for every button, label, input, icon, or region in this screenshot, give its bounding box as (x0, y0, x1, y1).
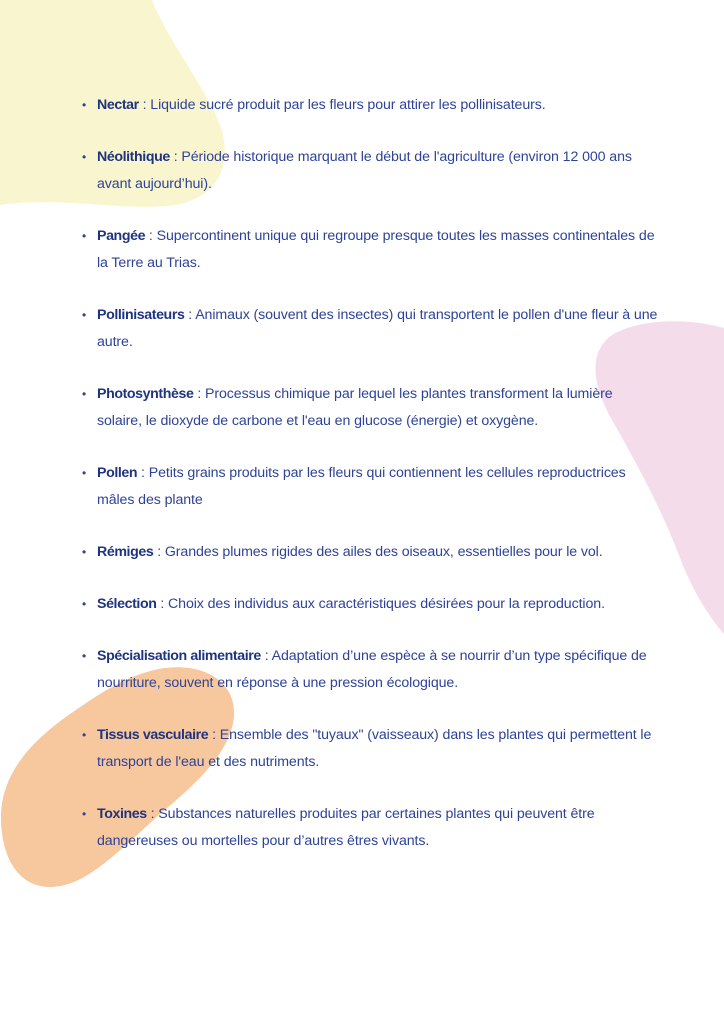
glossary-term: Toxines (97, 806, 147, 822)
bullet-icon: • (82, 150, 87, 164)
glossary-entry-11 (80, 801, 660, 855)
glossary-definition: Liquide sucré produit par les fleurs pour attirer les pollinisateurs. (150, 97, 546, 113)
bullet-icon: • (82, 649, 87, 663)
bullet-icon: • (82, 807, 87, 821)
term-separator: : (142, 97, 151, 113)
glossary-definition: Substances naturelles produites par certaines plantes qui peuvent être dangereuses ou mortelles pour d’autres êtres vivants. (97, 806, 595, 849)
glossary-term: Pollen (97, 465, 138, 481)
glossary-term: Tissus vasculaire (97, 727, 209, 743)
bullet-icon: • (82, 387, 87, 401)
glossary-entry-7 (80, 539, 660, 566)
bullet-icon: • (82, 98, 87, 112)
term-separator: : (173, 149, 182, 165)
term-separator: : (141, 465, 149, 481)
glossary-entry-10 (80, 722, 660, 776)
bullet-icon: • (82, 545, 87, 559)
bullet-icon: • (82, 466, 87, 480)
term-separator: : (197, 386, 206, 402)
glossary-definition: Ensemble des "tuyaux" (vaisseaux) dans les plantes qui permettent le transport de l'eau et des nutriments. (97, 727, 652, 770)
glossary-entry-5 (80, 381, 660, 435)
bullet-icon: • (82, 308, 87, 322)
glossary-entry-1 (80, 92, 660, 119)
term-separator: : (150, 806, 159, 822)
glossary-definition: Animaux (souvent des insectes) qui transportent le pollen d'une fleur à une autre. (97, 307, 658, 350)
bullet-icon: • (82, 597, 87, 611)
glossary-term: Spécialisation alimentaire (97, 648, 261, 664)
glossary-definition: Choix des individus aux caractéristiques désirées pour la reproduction. (168, 596, 605, 612)
glossary-entry-4 (80, 302, 660, 356)
term-separator: : (148, 228, 157, 244)
term-separator: : (212, 727, 220, 743)
glossary-definition: Grandes plumes rigides des ailes des oiseaux, essentielles pour le vol. (164, 544, 603, 560)
glossary-definition: Processus chimique par lequel les plantes transforment la lumière solaire, le dioxyde de carbone et l'eau en glucose (énergie) et oxygène. (97, 386, 613, 429)
bullet-icon: • (82, 229, 87, 243)
bullet-icon: • (82, 728, 87, 742)
glossary-term: Néolithique (97, 149, 170, 165)
glossary-list (80, 92, 660, 855)
glossary-entry-6 (80, 460, 660, 514)
glossary-term: Rémiges (97, 544, 154, 560)
term-separator: : (160, 596, 169, 612)
glossary-definition: Adaptation d’une espèce à se nourrir d’un type spécifique de nourriture, souvent en réponse à une pression écologique. (97, 648, 647, 691)
term-separator: : (188, 307, 196, 323)
glossary-entry-9 (80, 643, 660, 697)
glossary-definition: Supercontinent unique qui regroupe presque toutes les masses continentales de la Terre au Trias. (97, 228, 655, 271)
glossary-term: Nectar (97, 97, 139, 113)
glossary-term: Sélection (97, 596, 157, 612)
glossary-entry-3 (80, 223, 660, 277)
glossary-term: Pollinisateurs (97, 307, 185, 323)
glossary-term: Pangée (97, 228, 146, 244)
term-separator: : (157, 544, 165, 560)
glossary-entry-2 (80, 144, 660, 198)
glossary-entry-8 (80, 591, 660, 618)
glossary-term: Photosynthèse (97, 386, 194, 402)
glossary-definition: Période historique marquant le début de l'agriculture (environ 12 000 ans avant aujourd’hui). (97, 149, 632, 192)
term-separator: : (264, 648, 272, 664)
glossary-definition: Petits grains produits par les fleurs qui contiennent les cellules reproductrices mâles des plante (97, 465, 626, 508)
